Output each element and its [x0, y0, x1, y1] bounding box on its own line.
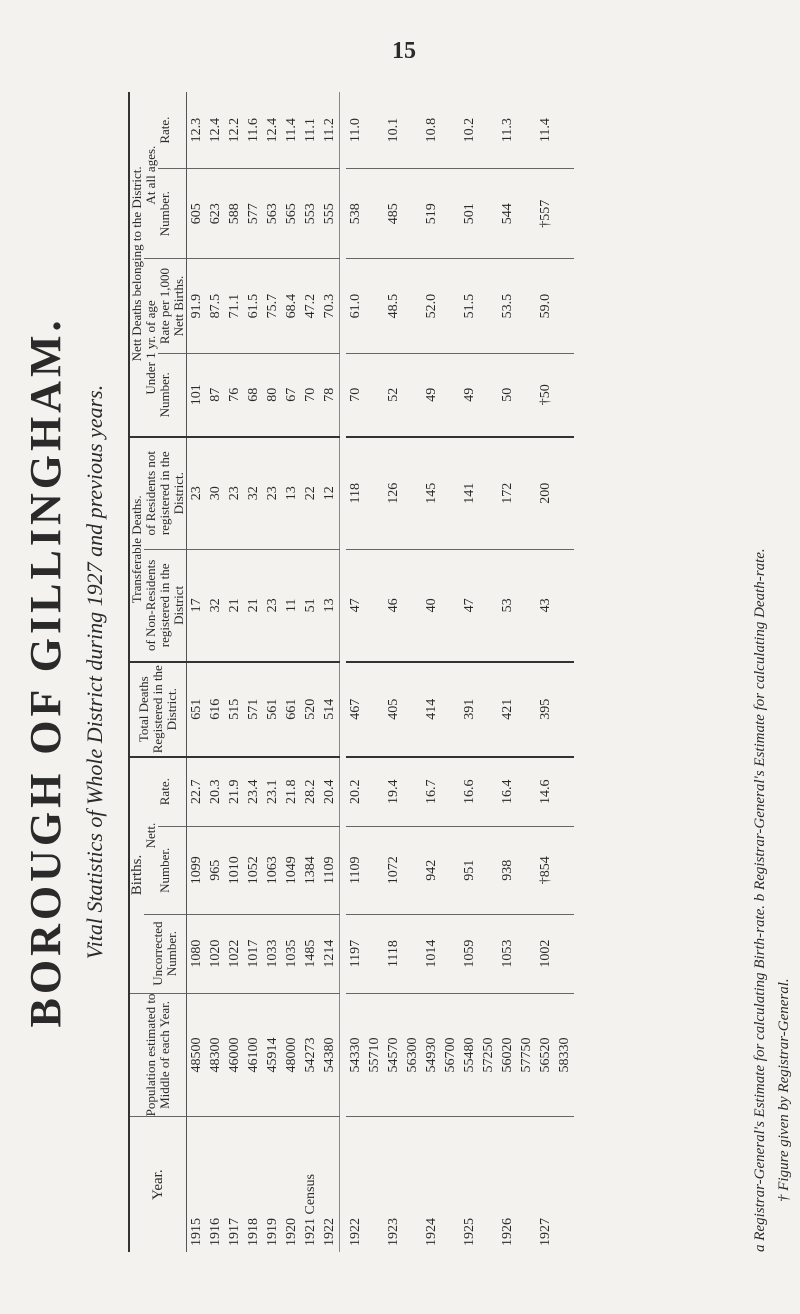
cell-under-1-rate: 91.9	[187, 259, 207, 354]
cell-nett-births-rate: 21.9	[225, 757, 244, 827]
header-nett-deaths: Nett Deaths belonging to the District.	[129, 92, 144, 437]
cell-under-1-number: 80	[263, 353, 282, 436]
cell-nett-births-rate: 21.8	[282, 757, 301, 827]
cell-all-ages-rate: 10.8	[422, 92, 460, 169]
page-title: BOROUGH OF GILLINGHAM.	[21, 316, 70, 1028]
page-subtitle: Vital Statistics of Whole District during 1927 and previous years.	[82, 384, 107, 960]
cell-year: 1915	[189, 1218, 204, 1246]
cell-non-residents: 46	[384, 549, 422, 662]
cell-all-ages-number: 565	[282, 169, 301, 259]
cell-population	[346, 993, 384, 1117]
cell-residents: 23	[263, 437, 282, 550]
cell-all-ages-rate: 11.4	[536, 92, 574, 169]
cell-all-ages-number: 605	[187, 169, 207, 259]
cell-total-deaths: 561	[263, 662, 282, 757]
cell-under-1-rate: 75.7	[263, 259, 282, 354]
cell-year: 1922	[322, 1218, 337, 1246]
cell-under-1-number: 87	[206, 353, 225, 436]
header-births-number: Number.	[158, 826, 187, 914]
cell-population: 48000	[282, 993, 301, 1117]
table-row	[422, 92, 460, 1252]
cell-population	[536, 993, 574, 1117]
cell-non-residents: 40	[422, 549, 460, 662]
cell-nett-births-number: 1052	[244, 826, 263, 914]
table-row	[282, 92, 301, 1252]
cell-population	[384, 993, 422, 1117]
cell-under-1-number: 70	[346, 353, 384, 436]
cell-nett-births-number: 951	[460, 826, 498, 914]
cell-under-1-rate: 61.0	[346, 259, 384, 354]
cell-under-1-number: 76	[225, 353, 244, 436]
header-transferable: Transferable Deaths.	[129, 437, 144, 662]
cell-nett-births-number: 942	[422, 826, 460, 914]
cell-total-deaths: 514	[320, 662, 340, 757]
header-under-1: Under 1 yr. of age	[144, 259, 158, 437]
cell-under-1-number: 70	[301, 353, 320, 436]
table-row	[536, 92, 574, 1252]
table-row	[460, 92, 498, 1252]
cell-under-1-rate: 68.4	[282, 259, 301, 354]
cell-nett-births-rate: 16.7	[422, 757, 460, 827]
cell-year: 1920	[284, 1218, 299, 1246]
cell-all-ages-rate: 10.1	[384, 92, 422, 169]
cell-under-1-rate: 52.0	[422, 259, 460, 354]
cell-uncorrected-births: 1214	[320, 914, 340, 993]
population-death-estimate: 55710	[367, 1037, 382, 1073]
population-birth-estimate: 56520	[538, 1037, 553, 1073]
cell-nett-births-number: 1099	[187, 826, 207, 914]
header-nett: Nett.	[144, 757, 158, 915]
cell-non-residents: 47	[460, 549, 498, 662]
cell-nett-births-rate: 28.2	[301, 757, 320, 827]
population-death-estimate: 57250	[481, 1037, 496, 1073]
cell-nett-births-number: 1010	[225, 826, 244, 914]
cell-uncorrected-births: 1118	[384, 914, 422, 993]
header-all-ages: At all ages.	[144, 92, 158, 259]
cell-nett-births-number: 1072	[384, 826, 422, 914]
cell-year: 1919	[265, 1218, 280, 1246]
cell-population	[422, 993, 460, 1117]
cell-uncorrected-births: 1022	[225, 914, 244, 993]
header-non-residents: of Non-Residents registered in the District	[144, 549, 187, 662]
cell-all-ages-rate: 11.0	[346, 92, 384, 169]
header-year: Year.	[129, 1117, 187, 1252]
header-all-rate: Rate.	[158, 92, 187, 169]
cell-uncorrected-births: 1033	[263, 914, 282, 993]
cell-population: 54380	[320, 993, 340, 1117]
cell-all-ages-rate: 12.2	[225, 92, 244, 169]
cell-population	[498, 993, 536, 1117]
cell-non-residents: 32	[206, 549, 225, 662]
cell-residents: 141	[460, 437, 498, 550]
population-death-estimate: 58330	[557, 1037, 572, 1073]
cell-all-ages-number: 563	[263, 169, 282, 259]
cell-nett-births-number: 965	[206, 826, 225, 914]
cell-year: 1918	[246, 1218, 261, 1246]
cell-nett-births-rate: 23.1	[263, 757, 282, 827]
cell-nett-births-number: 1063	[263, 826, 282, 914]
cell-non-residents: 13	[320, 549, 340, 662]
table-body-early	[187, 92, 340, 1252]
cell-nett-births-rate: 23.4	[244, 757, 263, 827]
cell-population	[460, 993, 498, 1117]
cell-under-1-rate: 59.0	[536, 259, 574, 354]
cell-residents: 172	[498, 437, 536, 550]
cell-all-ages-rate: 12.4	[206, 92, 225, 169]
cell-non-residents: 23	[263, 549, 282, 662]
cell-nett-births-rate: 22.7	[187, 757, 207, 827]
cell-nett-births-number: †854	[536, 826, 574, 914]
cell-nett-births-number: 938	[498, 826, 536, 914]
cell-year: 1926	[500, 1218, 515, 1246]
population-birth-estimate: 55480	[462, 1037, 477, 1073]
cell-nett-births-rate: 16.4	[498, 757, 536, 827]
cell-non-residents: 21	[225, 549, 244, 662]
cell-year: 1924	[424, 1218, 439, 1246]
cell-under-1-rate: 51.5	[460, 259, 498, 354]
table-row	[187, 92, 207, 1252]
cell-non-residents: 17	[187, 549, 207, 662]
table-row	[225, 92, 244, 1252]
cell-total-deaths: 391	[460, 662, 498, 757]
cell-all-ages-rate: 11.1	[301, 92, 320, 169]
cell-nett-births-rate: 14.6	[536, 757, 574, 827]
table-row	[384, 92, 422, 1252]
footnote-estimates: a Registrar-General's Estimate for calculating Birth-rate. b Registrar-General's Estimate for calculating Death-rate.	[752, 548, 768, 1252]
cell-total-deaths: 414	[422, 662, 460, 757]
cell-total-deaths: 421	[498, 662, 536, 757]
cell-under-1-rate: 87.5	[206, 259, 225, 354]
rotated-content	[0, 82, 800, 1262]
page-number: 15	[392, 38, 416, 64]
cell-nett-births-rate: 16.6	[460, 757, 498, 827]
population-birth-estimate: 54330	[348, 1037, 363, 1073]
cell-residents: 22	[301, 437, 320, 550]
cell-all-ages-number: 501	[460, 169, 498, 259]
population-death-estimate: 56300	[405, 1037, 420, 1073]
cell-under-1-number: 78	[320, 353, 340, 436]
population-birth-estimate: 54570	[386, 1037, 401, 1073]
cell-population: 46100	[244, 993, 263, 1117]
table-row	[498, 92, 536, 1252]
cell-under-1-rate: 53.5	[498, 259, 536, 354]
cell-all-ages-number: 538	[346, 169, 384, 259]
cell-total-deaths: 616	[206, 662, 225, 757]
cell-uncorrected-births: 1485	[301, 914, 320, 993]
cell-nett-births-number: 1109	[320, 826, 340, 914]
cell-under-1-number: 101	[187, 353, 207, 436]
table-row	[301, 92, 320, 1252]
cell-residents: 32	[244, 437, 263, 550]
cell-residents: 13	[282, 437, 301, 550]
cell-nett-births-rate: 20.4	[320, 757, 340, 827]
cell-year: 1922	[348, 1218, 363, 1246]
cell-non-residents: 11	[282, 549, 301, 662]
cell-population: 54273	[301, 993, 320, 1117]
cell-non-residents: 43	[536, 549, 574, 662]
table-row	[320, 92, 340, 1252]
table-row	[346, 92, 384, 1252]
cell-non-residents: 21	[244, 549, 263, 662]
cell-uncorrected-births: 1197	[346, 914, 384, 993]
cell-residents: 118	[346, 437, 384, 550]
population-death-estimate: 56700	[443, 1037, 458, 1073]
cell-all-ages-number: 519	[422, 169, 460, 259]
header-births: Births.	[129, 757, 144, 994]
population-birth-estimate: 54930	[424, 1037, 439, 1073]
cell-all-ages-number: 588	[225, 169, 244, 259]
cell-uncorrected-births: 1080	[187, 914, 207, 993]
cell-residents: 126	[384, 437, 422, 550]
header-residents: of Residents not registered in the District.	[144, 437, 187, 550]
cell-year: 1917	[227, 1218, 242, 1246]
cell-all-ages-rate: 11.3	[498, 92, 536, 169]
cell-under-1-number: †50	[536, 353, 574, 436]
cell-total-deaths: 405	[384, 662, 422, 757]
cell-uncorrected-births: 1002	[536, 914, 574, 993]
cell-year: 1927	[538, 1218, 553, 1246]
header-u1-rate: Rate per 1,000 Nett Births.	[158, 259, 187, 354]
header-uncorrected: Uncorrected Number.	[144, 914, 187, 993]
cell-non-residents: 53	[498, 549, 536, 662]
cell-all-ages-number: †557	[536, 169, 574, 259]
cell-under-1-number: 50	[498, 353, 536, 436]
cell-under-1-number: 49	[460, 353, 498, 436]
cell-under-1-number: 67	[282, 353, 301, 436]
header-population: Population estimated to Middle of each Year.	[129, 993, 187, 1117]
cell-under-1-rate: 47.2	[301, 259, 320, 354]
cell-nett-births-rate: 20.3	[206, 757, 225, 827]
cell-total-deaths: 515	[225, 662, 244, 757]
cell-total-deaths: 661	[282, 662, 301, 757]
cell-uncorrected-births: 1014	[422, 914, 460, 993]
cell-under-1-rate: 61.5	[244, 259, 263, 354]
cell-all-ages-number: 544	[498, 169, 536, 259]
cell-under-1-number: 49	[422, 353, 460, 436]
cell-all-ages-number: 623	[206, 169, 225, 259]
cell-under-1-number: 52	[384, 353, 422, 436]
cell-all-ages-rate: 10.2	[460, 92, 498, 169]
cell-all-ages-rate: 12.4	[263, 92, 282, 169]
cell-total-deaths: 651	[187, 662, 207, 757]
header-all-number: Number.	[158, 169, 187, 259]
cell-under-1-rate: 48.5	[384, 259, 422, 354]
cell-nett-births-rate: 19.4	[384, 757, 422, 827]
cell-uncorrected-births: 1035	[282, 914, 301, 993]
cell-residents: 200	[536, 437, 574, 550]
vital-statistics-table	[128, 92, 574, 1252]
cell-all-ages-number: 553	[301, 169, 320, 259]
cell-year: 1925	[462, 1218, 477, 1246]
cell-all-ages-number: 555	[320, 169, 340, 259]
header-u1-number: Number.	[158, 353, 187, 436]
cell-population: 46000	[225, 993, 244, 1117]
cell-residents: 23	[187, 437, 207, 550]
cell-all-ages-rate: 11.4	[282, 92, 301, 169]
cell-population: 48500	[187, 993, 207, 1117]
cell-all-ages-number: 485	[384, 169, 422, 259]
cell-nett-births-rate: 20.2	[346, 757, 384, 827]
table-row	[244, 92, 263, 1252]
header-births-rate: Rate.	[158, 757, 187, 827]
cell-under-1-rate: 71.1	[225, 259, 244, 354]
cell-uncorrected-births: 1020	[206, 914, 225, 993]
cell-under-1-number: 68	[244, 353, 263, 436]
cell-year: 1916	[208, 1218, 223, 1246]
cell-residents: 23	[225, 437, 244, 550]
cell-all-ages-rate: 11.6	[244, 92, 263, 169]
cell-non-residents: 51	[301, 549, 320, 662]
cell-non-residents: 47	[346, 549, 384, 662]
cell-uncorrected-births: 1017	[244, 914, 263, 993]
cell-total-deaths: 520	[301, 662, 320, 757]
cell-population: 48300	[206, 993, 225, 1117]
table-row	[206, 92, 225, 1252]
cell-all-ages-rate: 12.3	[187, 92, 207, 169]
cell-residents: 12	[320, 437, 340, 550]
cell-all-ages-rate: 11.2	[320, 92, 340, 169]
population-birth-estimate: 56020	[500, 1037, 515, 1073]
cell-total-deaths: 467	[346, 662, 384, 757]
population-death-estimate: 57750	[519, 1037, 534, 1073]
cell-all-ages-number: 577	[244, 169, 263, 259]
cell-total-deaths: 571	[244, 662, 263, 757]
header-total-deaths: Total Deaths Registered in the District.	[129, 662, 187, 757]
cell-nett-births-number: 1049	[282, 826, 301, 914]
cell-under-1-rate: 70.3	[320, 259, 340, 354]
table-row	[263, 92, 282, 1252]
cell-uncorrected-births: 1053	[498, 914, 536, 993]
cell-nett-births-number: 1384	[301, 826, 320, 914]
cell-nett-births-number: 1109	[346, 826, 384, 914]
footnote-registrar: † Figure given by Registrar-General.	[776, 978, 792, 1202]
cell-year: 1921 Census	[303, 1174, 318, 1246]
cell-residents: 145	[422, 437, 460, 550]
cell-total-deaths: 395	[536, 662, 574, 757]
table-body-late	[340, 92, 575, 1252]
cell-residents: 30	[206, 437, 225, 550]
cell-year: 1923	[386, 1218, 401, 1246]
cell-population: 45914	[263, 993, 282, 1117]
cell-uncorrected-births: 1059	[460, 914, 498, 993]
